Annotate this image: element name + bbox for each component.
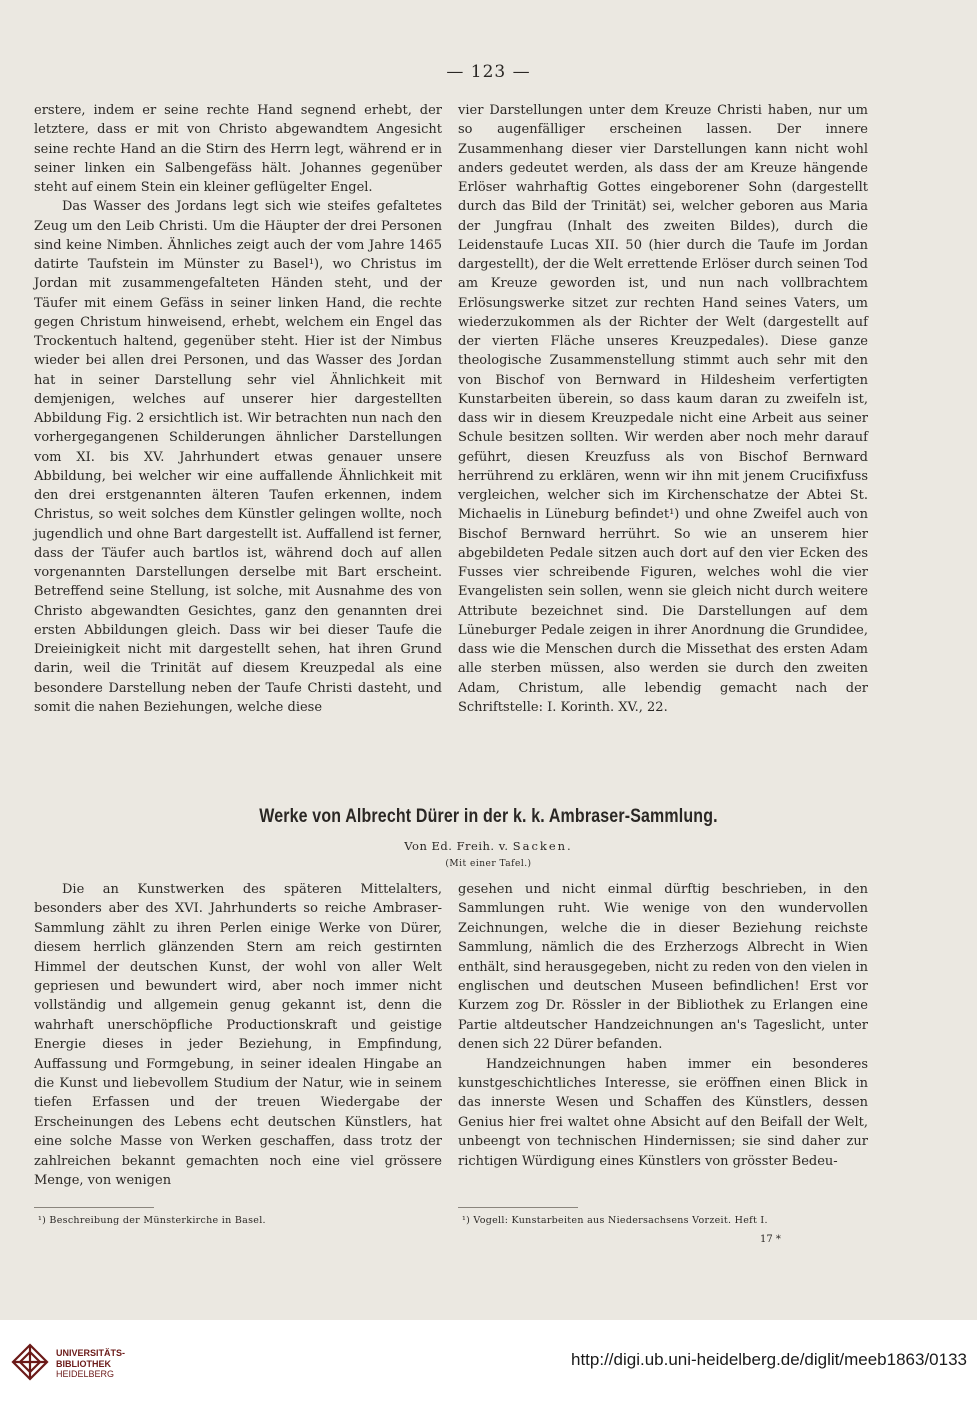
library-name-line: UNIVERSITÄTS-: [56, 1348, 126, 1358]
signature-mark: 17 *: [760, 1234, 781, 1245]
page-number: — 123 —: [446, 62, 531, 82]
section-note: (Mit einer Tafel.): [445, 859, 532, 869]
column-top-left: [34, 101, 442, 717]
footnote-right: ¹) Vogell: Kunstarbeiten aus Niedersachsens Vorzeit. Heft I.: [462, 1215, 768, 1226]
author-prefix: Von Ed. Freih. v.: [404, 839, 509, 853]
library-name-line: BIBLIOTHEK: [56, 1358, 111, 1369]
section-title: Werke von Albrecht Dürer in der k. k. Ambraser-Sammlung.: [259, 806, 718, 827]
paragraph: Handzeichnungen haben immer ein besonderes kunstgeschichtliches Interesse, sie eröffnen einen Blick in das innerste Wesen und Schaffen des Künstlers, dessen Genius hier frei waltet ohne Absicht auf den Beifall der Welt, unbeengt von technischen Hindernissen; sie sind daher zur richtigen Würdigung eines Künstlers von grösster Bedeu-: [458, 1056, 868, 1169]
column-top-right: [458, 101, 868, 717]
library-name-line: HEIDELBERG: [56, 1369, 115, 1379]
paragraph: vier Darstellungen unter dem Kreuze Christi haben, nur um so augenfälliger erscheinen lassen. Der innere Zusammenhang dieser vier Darstellungen kann nicht wohl anders gedeutet werden, als dass der am Kreuze hängende Erlöser wahrhaftig Gottes eingeborener Sohn (dargestellt durch das Bild der Trinität) sei, welcher geboren aus Maria der Jungfrau (Inhalt des zweiten Bildes), durch die Leidenstaufe Lucas XII. 50 (hier durch die Taufe im Jordan dargestellt), der die Welt errettende Erlöser durch seinen Tod am Kreuze geworden ist, und nun nach vollbrachtem Erlösungswerke sitzet zur rechten Hand seines Vaters, um wiederzukommen als der Richter der Welt (dargestellt auf der vierten Fläche unseres Kreuzpedales). Diese ganze theologische Zusammenstellung stimmt auch sehr mit den von Bischof von Bernward in Hildesheim verfertigten Kunstarbeiten überein, so dass kaum daran zu zweifeln ist, dass wir in diesem Kreuzpedale nicht eine Arbeit aus seiner Schule besitzen sollten. Wir werden aber noch mehr darauf geführt, diesen Kreuzfuss als von Bischof Bernward herrührend zu erklären, wenn wir ihn mit jenem Crucifixfuss vergleichen, welcher sich im Kirchenschatze der Abtei St. Michaelis in Lüneburg befindet¹) und ohne Zweifel auch von Bischof Bernward herrührt. So wie an unserem hier abgebildeten Pedale sitzen auch dort auf den vier Ecken des Fusses vier schreibende Figuren, welches wohl die vier Evangelisten sein sollen, wenn sie gleich nicht durch weitere Attribute bezeichnet sind. Die Darstellungen auf dem Lüneburger Pedale zeigen in ihrer Anordnung die Grundidee, dass wie die Menschen durch die Missethat des ersten Adam alle sterben müssen, also werden sie durch den zweiten Adam, Christum, alle lebendig gemacht nach der Schriftstelle: I. Korinth. XV., 22.: [458, 103, 868, 715]
source-url-link[interactable]: http://digi.ub.uni-heidelberg.de/diglit/meeb1863/0133: [570, 1350, 967, 1369]
footnote-divider: [34, 1207, 154, 1208]
column-bottom-right: [458, 880, 868, 1171]
footnote-divider: [458, 1207, 578, 1208]
paragraph: erstere, indem er seine rechte Hand segnend erhebt, der letztere, dass er mit von Christo abgewandtem Angesicht seine rechte Hand an die Stirn des Herrn legt, während er in seiner linken ein Salbengefäss hält. Johannes gegenüber steht auf einem Stein ein kleiner geflügelter Engel.: [34, 103, 442, 195]
paragraph: Das Wasser des Jordans legt sich wie steifes gefaltetes Zeug um den Leib Christi. Um die Häupter der drei Personen sind keine Nimben. Ähnliches zeigt auch der vom Jahre 1465 datirte Taufstein im Münster zu Basel¹), wo Christus im Jordan mit zusammengefalteten Händen steht, und der Täufer mit einem Gefäss in seiner linken Hand, die rechte gegen Christum hinweisend, erhebt, welchem ein Engel das Trockentuch haltend, gegenüber steht. Hier ist der Nimbus wieder bei allen drei Personen, und das Wasser des Jordan hat in seiner Darstellung sehr viel Ähnlichkeit mit demjenigen, welches auf unserer hier dargestellten Abbildung Fig. 2 ersichtlich ist. Wir betrachten nun nach den vorhergegangenen Schilderungen ähnlicher Darstellungen vom XI. bis XV. Jahrhundert etwas genauer unsere Abbildung, bei welcher wir eine auffallende Ähnlichkeit mit den drei erstgenannten älteren Taufen erkennen, indem Christus, so weit solches dem Künstler gelingen wollte, noch jugendlich und ohne Bart dargestellt ist. Auffallend ist ferner, dass der Täufer auch bartlos ist, während doch auf allen vorgenannten Darstellungen derselbe mit Bart erscheint. Betreffend seine Stellung, ist solche, mit Ausnahme des von Christo abgewandten Gesichtes, ganz den genannten drei ersten Abbildungen gleich. Dass wir bei dieser Taufe die Dreieinigkeit nicht mit dargestellt sehen, hat ihren Grund darin, weil die Trinität auf diesem Kreuzpedal als eine besondere Darstellung neben der Taufe Christi dasteht, und somit die nahen Beziehungen, welche diese: [34, 199, 442, 715]
section-author: [0, 839, 977, 853]
footnote-left: ¹) Beschreibung der Münsterkirche in Basel.: [38, 1215, 266, 1226]
author-name: Sacken.: [512, 839, 573, 853]
library-name: [56, 1348, 125, 1380]
paragraph: Die an Kunstwerken des späteren Mittelalters, besonders aber des XVI. Jahrhunderts so reiche Ambraser-Sammlung zählt zu ihren Perlen einige Werke von Dürer, diesem herrlich glänzenden Stern am reich gestirnten Himmel der deutschen Kunst, der wohl von aller Welt gepriesen und bewundert wird, aber noch immer nicht vollständig und allgemein genug gekannt ist, denn die wahrhaft unerschöpfliche Productionskraft und geistige Energie dieses in jeder Beziehung, in Empfindung, Auffassung und Formgebung, in seiner idealen Hingabe an die Kunst und liebevollem Studium der Natur, wie in seinem tiefen Erfassen und der treuen Wiedergabe der Erscheinungen des Lebens echt deutschen Künstlers, hat eine solche Masse von Werken geschaffen, dass trotz der zahlreichen bekannt gemachten noch eine viel grössere Menge, von wenigen: [34, 882, 442, 1189]
footer: [0, 1320, 977, 1406]
paragraph: gesehen und nicht einmal dürftig beschrieben, in den Sammlungen ruht. Wie wenige von den wundervollen Zeichnungen, welche die in dieser Beziehung reichste Sammlung, nämlich die des Erzherzogs Albrecht in Wien enthält, sind herausgegeben, nicht zu reden von den vielen in englischen und deutschen Museen befindlichen! Erst vor Kurzem zog Dr. Rössler in der Bibliothek zu Erlangen eine Partie altdeutscher Handzeichnungen an's Tageslicht, unter denen sich 22 Dürer befanden.: [458, 882, 868, 1053]
library-logo-icon: [10, 1342, 50, 1382]
column-bottom-left: [34, 880, 442, 1191]
